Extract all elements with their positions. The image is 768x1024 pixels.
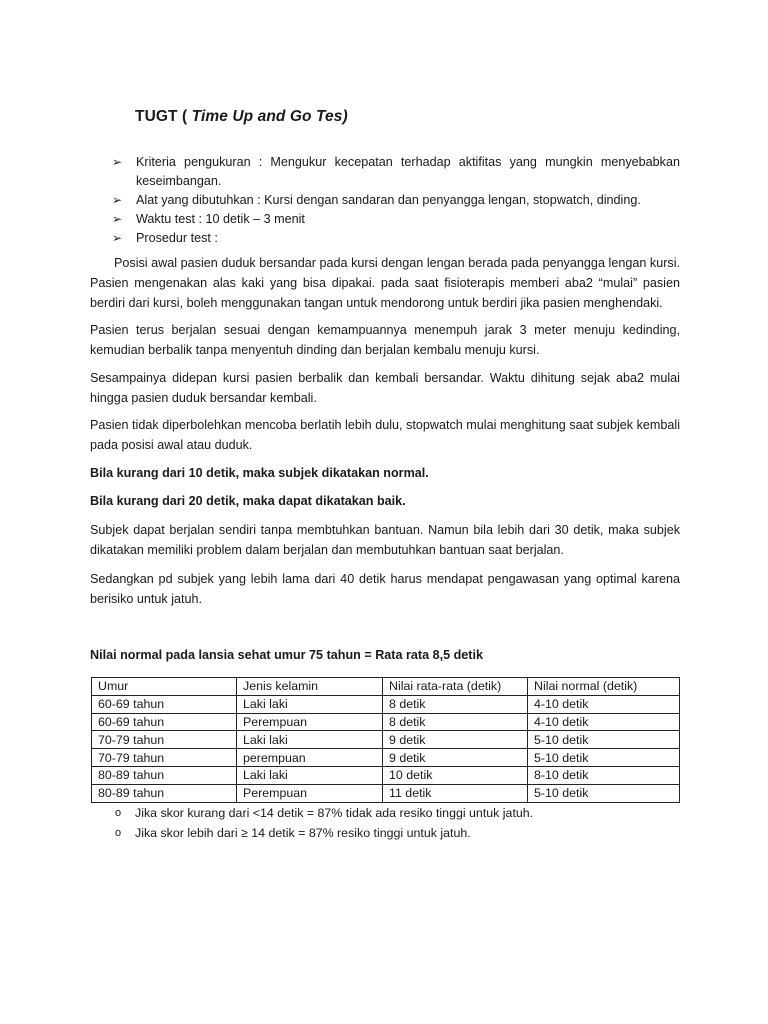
- criteria-text: Kriteria pengukuran : Mengukur kecepatan terhadap aktifitas yang mungkin menyebabkan keseimbangan.: [136, 155, 680, 188]
- table-cell: 9 detik: [383, 731, 528, 749]
- table-cell: 60-69 tahun: [92, 695, 237, 713]
- table-row: [92, 713, 680, 731]
- table-cell: 5-10 detik: [528, 749, 680, 767]
- table-row: [92, 766, 680, 784]
- procedure-text: Prosedur test :: [136, 231, 218, 245]
- score-notes-list: [112, 804, 672, 843]
- table-cell: 9 detik: [383, 749, 528, 767]
- list-item: [112, 229, 680, 248]
- procedure-paragraph-1: Posisi awal pasien duduk bersandar pada kursi dengan lengan berada pada penyangga lengan kursi. Pasien mengenakan alas kaki yang bisa dipakai. pada saat fisioterapis memberi aba2 “mulai” pasien berdiri dari kursi, boleh menggunakan tangan untuk mendorong untuk berdiri jika pasien menghendaki.: [90, 256, 680, 310]
- column-header: Nilai normal (detik): [528, 678, 680, 696]
- table-cell: 4-10 detik: [528, 713, 680, 731]
- table-row: [92, 784, 680, 802]
- table-cell: 8 detik: [383, 695, 528, 713]
- normal-values-table: [91, 677, 680, 803]
- table-cell: 8-10 detik: [528, 766, 680, 784]
- table-cell: 60-69 tahun: [92, 713, 237, 731]
- risk-result-paragraph: Sedangkan pd subjek yang lebih lama dari 40 detik harus mendapat pengawasan yang optimal karena berisiko untuk jatuh.: [90, 572, 680, 606]
- table-header-row: [92, 678, 680, 696]
- table-cell: Laki laki: [237, 766, 383, 784]
- table-cell: Laki laki: [237, 731, 383, 749]
- table-cell: 70-79 tahun: [92, 749, 237, 767]
- high-risk-note: Jika skor lebih dari ≥ 14 detik = 87% resiko tinggi untuk jatuh.: [135, 825, 471, 840]
- table-cell: perempuan: [237, 749, 383, 767]
- list-item: [112, 153, 680, 191]
- column-header: Jenis kelamin: [237, 678, 383, 696]
- equipment-text: Alat yang dibutuhkan : Kursi dengan sandaran dan penyangga lengan, stopwatch, dinding.: [136, 193, 641, 207]
- title-prefix: TUGT (: [135, 108, 192, 125]
- procedure-paragraph-2: Pasien terus berjalan sesuai dengan kemampuannya menempuh jarak 3 meter menuju kedinding, kemudian berbalik tanpa menyentuh dinding dan berjalan kembalu menuju kursi.: [90, 323, 680, 357]
- table-cell: Laki laki: [237, 695, 383, 713]
- column-header: Nilai rata-rata (detik): [383, 678, 528, 696]
- table-caption: Nilai normal pada lansia sehat umur 75 tahun = Rata rata 8,5 detik: [90, 648, 483, 662]
- good-result-text: Bila kurang dari 20 detik, maka dapat dikatakan baik.: [90, 494, 406, 508]
- arrow-bullet-icon: ➢: [112, 155, 123, 169]
- list-item: [112, 191, 680, 210]
- column-header: Umur: [92, 678, 237, 696]
- table-cell: 4-10 detik: [528, 695, 680, 713]
- circle-bullet-icon: o: [115, 826, 122, 839]
- table-cell: 8 detik: [383, 713, 528, 731]
- list-item: [112, 804, 672, 824]
- arrow-bullet-icon: ➢: [112, 212, 123, 226]
- table-cell: 5-10 detik: [528, 784, 680, 802]
- table-cell: 11 detik: [383, 784, 528, 802]
- table-row: [92, 749, 680, 767]
- document-title: [135, 108, 348, 126]
- table-cell: 70-79 tahun: [92, 731, 237, 749]
- table-cell: 10 detik: [383, 766, 528, 784]
- list-item: [112, 824, 672, 844]
- list-item: [112, 210, 680, 229]
- table-cell: 5-10 detik: [528, 731, 680, 749]
- normal-result-text: Bila kurang dari 10 detik, maka subjek dikatakan normal.: [90, 466, 429, 480]
- arrow-bullet-icon: ➢: [112, 231, 123, 245]
- title-italic: Time Up and Go Tes): [191, 108, 348, 125]
- problem-result-paragraph: Subjek dapat berjalan sendiri tanpa membtuhkan bantuan. Namun bila lebih dari 30 detik, maka subjek dikatakan memiliki problem dalam berjalan dan membutuhkan bantuan saat berjalan.: [90, 523, 680, 557]
- table-cell: 80-89 tahun: [92, 784, 237, 802]
- table-row: [92, 695, 680, 713]
- criteria-list: [112, 153, 680, 248]
- low-risk-note: Jika skor kurang dari <14 detik = 87% tidak ada resiko tinggi untuk jatuh.: [135, 806, 534, 820]
- test-time-text: Waktu test : 10 detik – 3 menit: [136, 212, 305, 226]
- procedure-paragraph-3: Sesampainya didepan kursi pasien berbalik dan kembali bersandar. Waktu dihitung sejak aba2 mulai hingga pasien duduk bersandar kembali.: [90, 371, 680, 405]
- procedure-paragraph-4: Pasien tidak diperbolehkan mencoba berlatih lebih dulu, stopwatch mulai menghitung saat subjek kembali pada posisi awal atau duduk.: [90, 418, 680, 452]
- table-cell: 80-89 tahun: [92, 766, 237, 784]
- arrow-bullet-icon: ➢: [112, 193, 123, 207]
- table-row: [92, 731, 680, 749]
- table-cell: Perempuan: [237, 784, 383, 802]
- circle-bullet-icon: o: [115, 807, 122, 819]
- table-cell: Perempuan: [237, 713, 383, 731]
